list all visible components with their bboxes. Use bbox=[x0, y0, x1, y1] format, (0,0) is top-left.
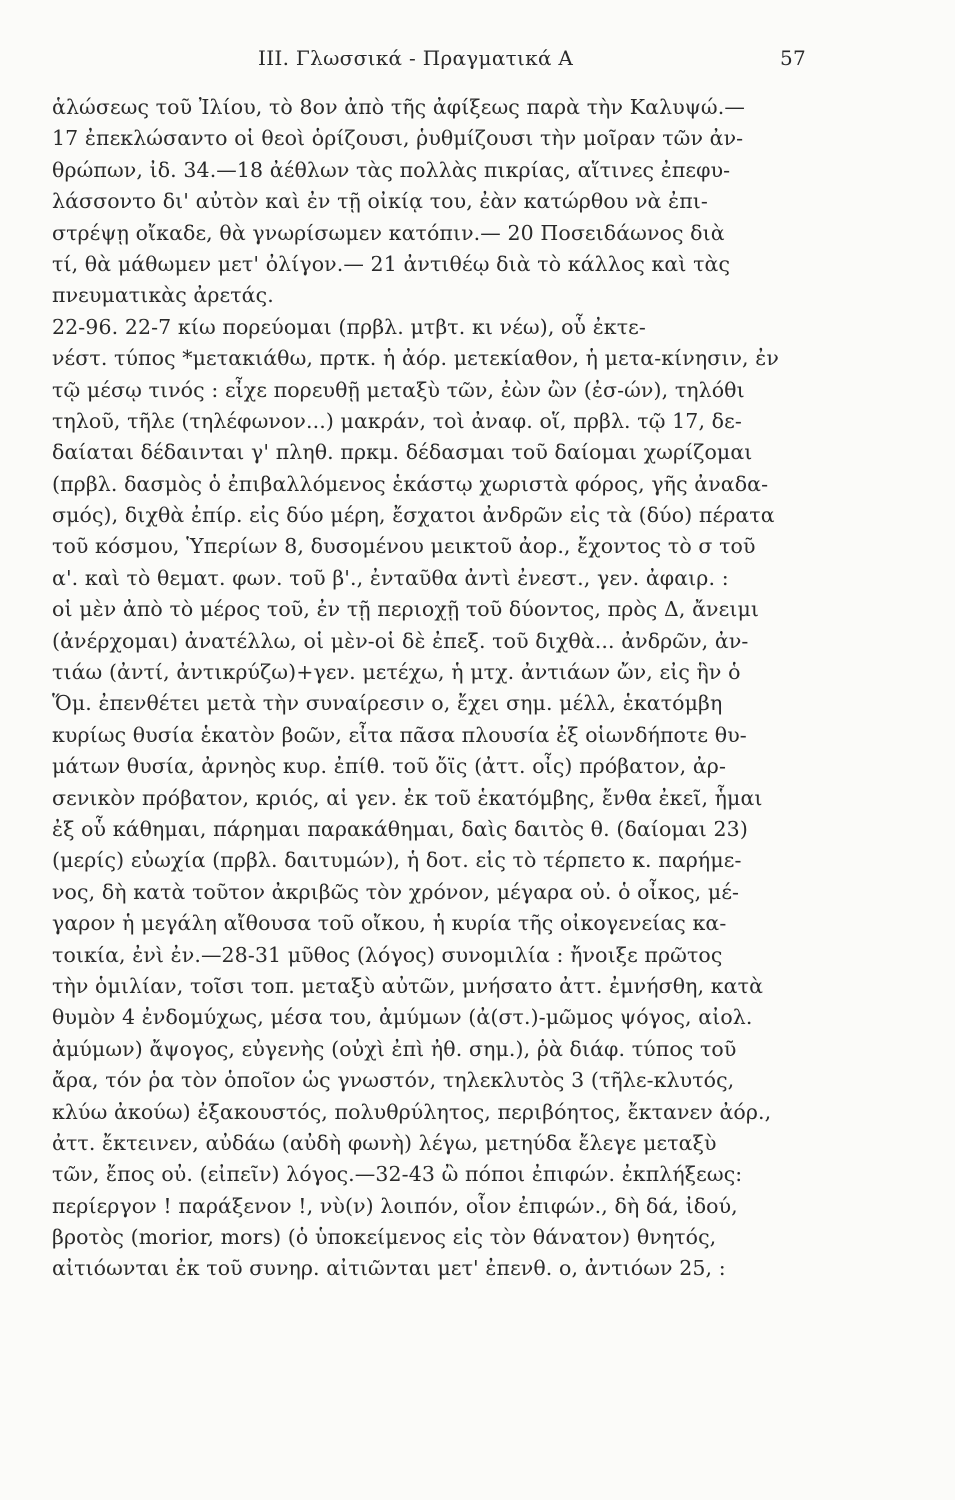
text-line: (μερίς) εὐωχία (πρβλ. δαιτυμών), ἡ δοτ. εἰς τὸ τέρπετο κ. παρήμε- bbox=[52, 848, 742, 873]
text-line: τῷ μέσῳ τινός : εἶχε πορευθῇ μεταξὺ τῶν, ἐὼν ὢν (ἐσ-ών), τηλόθι bbox=[52, 377, 745, 402]
text-line: ἁλώσεως τοῦ Ἰλίου, τὸ 8ον ἀπὸ τῆς ἀφίξεως παρὰ τὴν Καλυψώ.— bbox=[52, 95, 745, 119]
text-line: δαίαται δέδαινται γ' πληθ. πρκμ. δέδασμαι τοῦ δαίομαι χωρίζομαι bbox=[52, 440, 753, 465]
text-line: τῶν, ἔπος οὐ. (εἰπεῖν) λόγος.—32-43 ὢ πόποι ἐπιφών. ἐκπλήξεως: bbox=[52, 1162, 743, 1187]
text-line: τοικία, ἐνὶ ἐν.—28-31 μῦθος (λόγος) συνομιλία : ἤνοιξε πρῶτος bbox=[52, 942, 723, 967]
text-line bbox=[52, 1348, 832, 1379]
text-line: τί, θὰ μάθωμεν μετ' ὀλίγον.— 21 ἀντιθέῳ διὰ τὸ κάλλος καὶ τὰς bbox=[52, 251, 731, 276]
text-line: κλύω ἀκούω) ἐξακουστός, πολυθρύλητος, περιβόητος, ἔκτανεν ἀόρ., bbox=[52, 1099, 772, 1124]
text-line: βροτὸς (morior, mors) (ὁ ὑποκείμενος εἰς τὸν θάνατον) θνητός, bbox=[52, 1225, 717, 1250]
text-line: θυμὸν 4 ἐνδομύχως, μέσα του, ἀμύμων (ἀ(στ.)-μῶμος ψόγος, αἰολ. bbox=[52, 1005, 753, 1030]
page-number: 57 bbox=[779, 46, 806, 70]
text-line: (πρβλ. δασμὸς ὁ ἐπιβαλλόμενος ἑκάστῳ χωριστὰ φόρος, γῆς ἀναδα- bbox=[52, 471, 769, 496]
text-line: οἱ μὲν ἀπὸ τὸ μέρος τοῦ, ἐν τῇ περιοχῇ τοῦ δύοντος, πρὸς Δ, ἄνειμι bbox=[52, 597, 760, 622]
text-line: ἀττ. ἔκτεινεν, αὐδάω (αὐδὴ φωνὴ) λέγω, μετηύδα ἔλεγε μεταξὺ bbox=[52, 1130, 717, 1155]
text-line: ἀμύμων) ἄψογος, εὐγενὴς (οὐχὶ ἐπὶ ἠθ. σημ.), ῥὰ διάφ. τύπος τοῦ bbox=[52, 1036, 737, 1061]
text-line: νέστ. τύπος *μετακιάθω, πρτκ. ἡ ἀόρ. μετεκίαθον, ἡ μετα-κίνησιν, ἐν bbox=[52, 346, 779, 371]
text-line: νος, δὴ κατὰ τοῦτον ἀκριβῶς τὸν χρόνον, μέγαρα οὐ. ὁ οἶκος, μέ- bbox=[52, 879, 740, 904]
running-head-title: III. Γλωσσικά - Πραγματικά Α bbox=[258, 46, 574, 70]
text-line: τὴν ὁμιλίαν, τοῖσι τοπ. μεταξὺ αὐτῶν, μνήσατο ἀττ. ἐμνήσθη, κατὰ bbox=[52, 973, 764, 998]
text-line: περίεργον ! παράξενον !, νὺ(ν) λοιπόν, οἷον ἐπιφών., δὴ δά, ἰδού, bbox=[52, 1193, 738, 1218]
text-line: θρώπων, ἰδ. 34.—18 ἀέθλων τὰς πολλὰς πικρίας, αἵτινες ἐπεφυ- bbox=[52, 157, 731, 182]
text-line: αἰτιόωνται ἐκ τοῦ συνηρ. αἰτιῶνται μετ' ἐπενθ. ο, ἀντιόων 25, : bbox=[52, 1256, 726, 1281]
text-line: 17 ἐπεκλώσαντο οἱ θεοὶ ὁρίζουσι, ῥυθμίζουσι τὴν μοῖραν τῶν ἀν- bbox=[52, 126, 744, 151]
text-line: κυρίως θυσία ἑκατὸν βοῶν, εἶτα πᾶσα πλουσία ἐξ οἱωνδήποτε θυ- bbox=[52, 722, 747, 747]
text-line: πνευματικὰς ἀρετάς. bbox=[52, 283, 274, 308]
text-line: ἐξ οὗ κάθημαι, πάρημαι παρακάθημαι, δαὶς δαιτὸς θ. (δαίομαι 23) bbox=[52, 816, 748, 841]
text-line: ἄρα, τόν ῥα τὸν ὁποῖον ὡς γνωστόν, τηλεκλυτὸς 3 (τῆλε-κλυτός, bbox=[52, 1068, 735, 1093]
text-line bbox=[52, 1316, 832, 1347]
text-line: Ὅμ. ἐπενθέτει μετὰ τὴν συναίρεσιν ο, ἔχει σημ. μέλλ, ἑκατόμβη bbox=[52, 691, 723, 716]
text-line: τιάω (ἀντί, ἀντικρύζω)+γεν. μετέχω, ἡ μτχ. ἀντιάων ὤν, εἰς ἣν ὁ bbox=[52, 660, 741, 685]
commentary-text bbox=[52, 92, 832, 1379]
text-line: μάτων θυσία, ἀρνηὸς κυρ. ἐπίθ. τοῦ ὄϊς (ἀττ. οἶς) πρόβατον, ἀρ- bbox=[52, 754, 726, 779]
text-line: σενικὸν πρόβατον, κριός, αἱ γεν. ἐκ τοῦ ἑκατόμβης, ἔνθα ἐκεῖ, ἧμαι bbox=[52, 785, 763, 810]
text-line bbox=[52, 1285, 832, 1316]
text-line: α'. καὶ τὸ θεματ. φων. τοῦ β'., ἐνταῦθα ἀντὶ ἐνεστ., γεν. ἀφαιρ. : bbox=[52, 565, 729, 590]
text-line: γαρον ἡ μεγάλη αἴθουσα τοῦ οἴκου, ἡ κυρία τῆς οἰκογενείας κα- bbox=[52, 911, 727, 936]
text-line: λάσσοντο δι' αὐτὸν καὶ ἐν τῇ οἰκίᾳ του, ἐὰν κατώρθου νὰ ἐπι- bbox=[52, 189, 708, 214]
text-line: σμός), διχθὰ ἐπίρ. εἰς δύο μέρη, ἔσχατοι ἀνδρῶν εἰς τὰ (δύο) πέρατα bbox=[52, 503, 775, 528]
text-line: τοῦ κόσμου, Ὑπερίων 8, δυσομένου μεικτοῦ ἀορ., ἔχοντος τὸ σ τοῦ bbox=[52, 534, 756, 559]
running-head bbox=[258, 46, 818, 76]
text-line: τηλοῦ, τῆλε (τηλέφωνον...) μακράν, τοὶ ἀναφ. οἵ, πρβλ. τῷ 17, δε- bbox=[52, 408, 742, 433]
text-line: 22-96. 22-7 κίω πορεύομαι (πρβλ. μτβτ. κι νέω), οὗ ἐκτε- bbox=[52, 314, 646, 339]
text-line: στρέψῃ οἴκαδε, θὰ γνωρίσωμεν κατόπιν.— 20 Ποσειδάωνος διὰ bbox=[52, 220, 725, 245]
text-line: (ἀνέρχομαι) ἀνατέλλω, οἱ μὲν-οἱ δὲ ἐπεξ. τοῦ διχθὰ... ἀνδρῶν, ἀν- bbox=[52, 628, 749, 653]
